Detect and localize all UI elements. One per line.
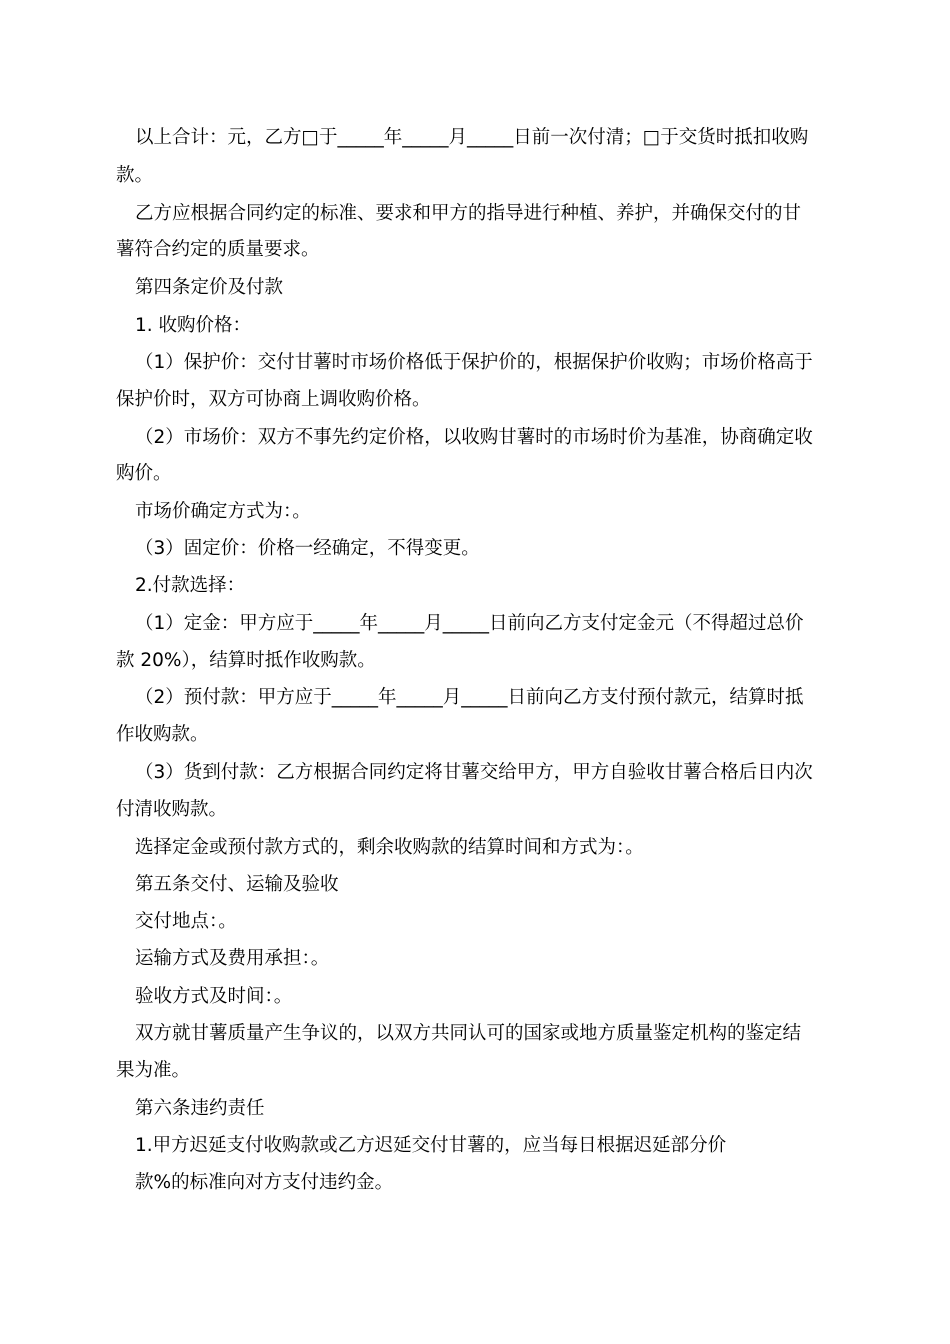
paragraph-line: 市场价确定方式为：。	[135, 501, 311, 522]
paragraph-line: （3）货到付款：乙方根据合同约定将甘薯交给甲方，甲方自验收甘薯合格后日内次	[135, 762, 813, 783]
paragraph-line: 款。	[116, 165, 154, 186]
paragraph-line: 选择定金或预付款方式的，剩余收购款的结算时间和方式为：。	[135, 837, 644, 858]
paragraph-line: （2）预付款：甲方应于_____年_____月_____日前向乙方支付预付款元，结算时抵	[135, 687, 804, 708]
paragraph-line: （1）定金：甲方应于_____年_____月_____日前向乙方支付定金元（不得超过总价	[135, 613, 804, 634]
paragraph-line: 1. 收购价格：	[135, 315, 252, 336]
paragraph-line: 果为准。	[116, 1060, 191, 1081]
paragraph-line: 验收方式及时间：。	[135, 986, 293, 1007]
paragraph-line: 款 20%），结算时抵作收购款。	[116, 650, 376, 671]
paragraph-line: 乙方应根据合同约定的标准、要求和甲方的指导进行种植、养护，并确保交付的甘	[135, 203, 802, 224]
section-heading: 第五条交付、运输及验收	[135, 874, 339, 895]
paragraph-line: （2）市场价：双方不事先约定价格，以收购甘薯时的市场时价为基准，协商确定收	[135, 427, 813, 448]
paragraph-line: 购价。	[116, 463, 172, 484]
paragraph-line: 作收购款。	[116, 724, 209, 745]
paragraph-line: 付清收购款。	[116, 799, 228, 820]
paragraph-line: 薯符合约定的质量要求。	[116, 239, 320, 260]
section-heading: 第六条违约责任	[135, 1098, 265, 1119]
paragraph-line: （3）固定价：价格一经确定，不得变更。	[135, 538, 480, 559]
paragraph-line: 以上合计：元，乙方□于_____年_____月_____日前一次付清；□于交货时抵扣收购	[135, 127, 809, 148]
paragraph-line: （1）保护价：交付甘薯时市场价格低于保护价的，根据保护价收购；市场价格高于	[135, 352, 813, 373]
paragraph-line: 款%的标准向对方支付违约金。	[135, 1172, 394, 1193]
paragraph-line: 2.付款选择：	[135, 575, 246, 596]
section-heading: 第四条定价及付款	[135, 277, 284, 298]
paragraph-line: 运输方式及费用承担：。	[135, 948, 330, 969]
paragraph-line: 交付地点：。	[135, 911, 237, 932]
paragraph-line: 1.甲方迟延支付收购款或乙方迟延交付甘薯的，应当每日根据迟延部分价	[135, 1135, 727, 1156]
paragraph-line: 双方就甘薯质量产生争议的，以双方共同认可的国家或地方质量鉴定机构的鉴定结	[135, 1023, 802, 1044]
paragraph-line: 保护价时，双方可协商上调收购价格。	[116, 389, 431, 410]
